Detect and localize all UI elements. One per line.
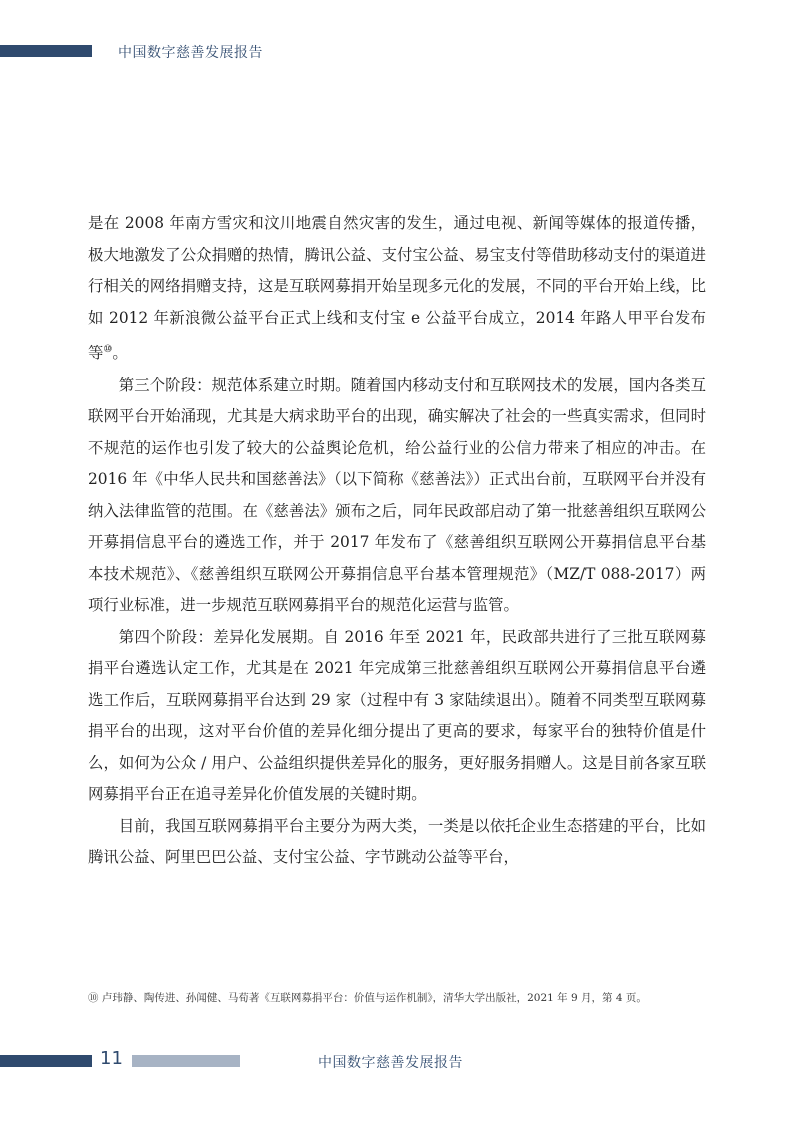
footnote: ⑩ 卢玮静、陶传进、孙闻健、马荀著《互联网募捐平台：价值与运作机制》，清华大学出版社，2021 年 9 月，第 4 页。 xyxy=(88,992,647,1004)
paragraph-1 xyxy=(88,208,706,370)
body-text xyxy=(88,208,706,874)
paragraph-2: 第三个阶段：规范体系建立时期。随着国内移动支付和互联网技术的发展，国内各类互联网平台开始涌现，尤其是大病求助平台的出现，确实解决了社会的一些真实需求，但同时不规范的运作也引发了较大的公益舆论危机，给公益行业的公信力带来了相应的冲击。在 2016 年《中华人民共和国慈善法》（以下简称《慈善法》）正式出台前，互联网平台并没有纳入法律监管的范围。在《慈善法》颁布之后，同年民政部启动了第一批慈善组织互联网公开募捐信息平台的遴选工作，并于 2017 年发布了《慈善组织互联网公开募捐信息平台基本技术规范》、《慈善组织互联网公开募捐信息平台基本管理规范》（MZ/T 088-2017）两项行业标准，进一步规范互联网募捐平台的规范化运营与监管。 xyxy=(88,375,706,615)
header-accent-bar xyxy=(0,45,92,57)
paragraph-4: 目前，我国互联网募捐平台主要分为两大类，一类是以依托企业生态搭建的平台，比如腾讯公益、阿里巴巴公益、支付宝公益、字节跳动公益等平台， xyxy=(88,816,706,867)
footer-accent-bar xyxy=(0,1055,92,1067)
paragraph-1-text: 是在 2008 年南方雪灾和汶川地震自然灾害的发生，通过电视、新闻等媒体的报道传播，极大地激发了公众捐赠的热情，腾讯公益、支付宝公益、易宝支付等借助移动支付的渠道进行相关的网络捐赠支持，这是互联网募捐开始呈现多元化的发展，不同的平台开始上线，比如 2012 年新浪微公益平台正式上线和支付宝 e 公益平台成立，2014 年路人甲平台发布等 xyxy=(88,214,706,363)
header-title: 中国数字慈善发展报告 xyxy=(118,45,263,61)
footnote-reference[interactable]: ⑩ xyxy=(103,344,113,355)
paragraph-1-end: 。 xyxy=(112,344,128,363)
paragraph-3: 第四个阶段：差异化发展期。自 2016 年至 2021 年，民政部共进行了三批互联网募捐平台遴选认定工作，尤其是在 2021 年完成第三批慈善组织互联网公开募捐信息平台遴选工作后，互联网募捐平台达到 29 家（过程中有 3 家陆续退出）。随着不同类型互联网募捐平台的出现，这对平台价值的差异化细分提出了更高的要求，每家平台的独特价值是什么，如何为公众 / 用户、公益组织提供差异化的服务，更好服务捐赠人。这是目前各家互联网募捐平台正在追寻差异化价值发展的关键时期。 xyxy=(88,627,706,804)
footer-title: 中国数字慈善发展报告 xyxy=(318,1055,463,1071)
page-number: 11 xyxy=(100,1048,123,1069)
footer-divider-bar xyxy=(132,1055,240,1067)
